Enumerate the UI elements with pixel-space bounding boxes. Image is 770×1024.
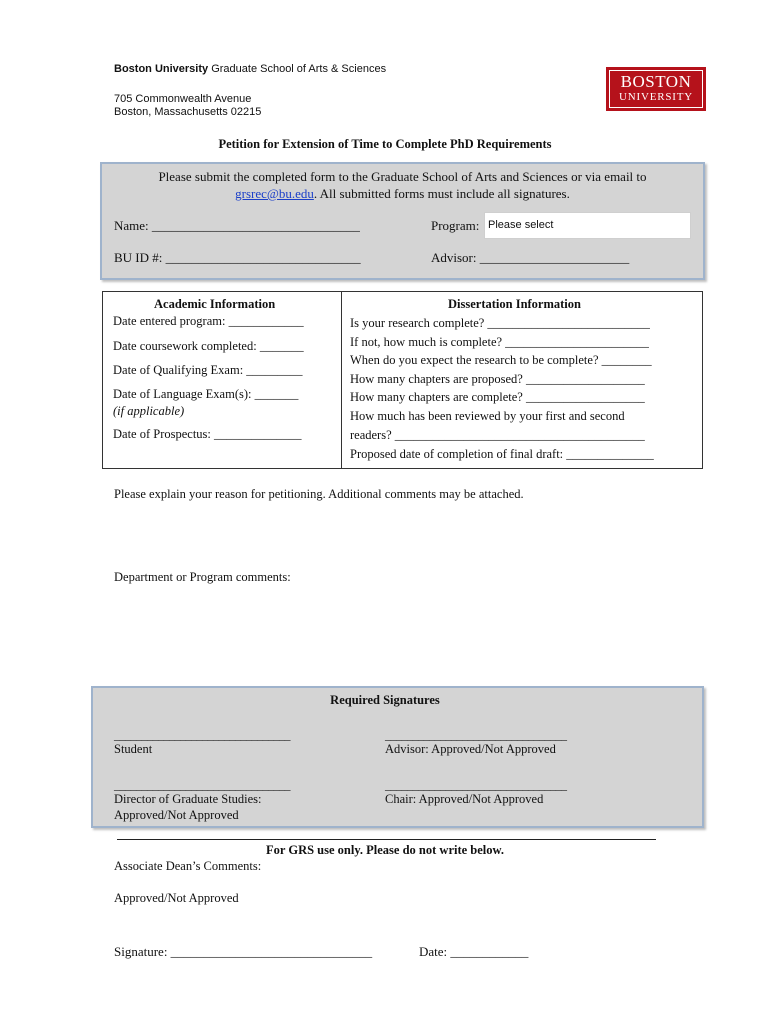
school-heading: [114, 63, 386, 75]
page-title: Petition for Extension of Time to Complete PhD Requirements: [218, 137, 552, 151]
dissertation-heading: Dissertation Information: [448, 297, 581, 311]
dean-date-field[interactable]: Date: ____________: [419, 944, 529, 959]
advisor-field[interactable]: Advisor: _______________________: [431, 250, 630, 265]
boston-university-logo: [606, 67, 706, 111]
chapters-complete-field[interactable]: How many chapters are complete? ___________________: [350, 390, 645, 404]
student-label: Student: [114, 742, 153, 756]
research-complete-field[interactable]: Is your research complete? __________________________: [350, 316, 650, 330]
buid-field[interactable]: BU ID #: ______________________________: [114, 250, 361, 265]
chapters-proposed-field[interactable]: How many chapters are proposed? ___________________: [350, 372, 645, 386]
qualifying-exam-field[interactable]: Date of Qualifying Exam: _________: [113, 363, 303, 377]
address-line-2: Boston, Massachusetts 02215: [114, 106, 262, 118]
chair-approval-label: Chair: Approved/Not Approved: [385, 792, 544, 806]
reviewed-question: How much has been reviewed by your first and second: [350, 409, 625, 423]
logo-line-2: UNIVERSITY: [619, 91, 693, 103]
address-line-1: 705 Commonwealth Avenue: [114, 93, 252, 105]
chair-signature-line[interactable]: _________________________________: [385, 778, 567, 792]
coursework-date-field[interactable]: Date coursework completed: _______: [113, 339, 304, 353]
intro-line-2: [102, 186, 703, 202]
dgs-approval-label: Approved/Not Approved: [114, 808, 239, 822]
readers-field[interactable]: readers? ________________________________________: [350, 428, 645, 442]
prospectus-date-field[interactable]: Date of Prospectus: ______________: [113, 427, 302, 441]
intro-line-2-rest: . All submitted forms must include all signatures.: [313, 186, 570, 201]
advisor-signature-line[interactable]: _________________________________: [385, 728, 567, 742]
name-field[interactable]: Name: ________________________________: [114, 218, 360, 233]
dean-signature-field[interactable]: Signature: _______________________________: [114, 944, 373, 959]
date-entered-field[interactable]: Date entered program: ____________: [113, 314, 304, 328]
academic-heading: Academic Information: [154, 297, 276, 311]
university-name: Boston University: [114, 63, 209, 75]
signatures-heading: Required Signatures: [330, 693, 440, 707]
language-exam-field[interactable]: Date of Language Exam(s): _______: [113, 387, 299, 401]
expected-completion-field[interactable]: When do you expect the research to be complete? ________: [350, 353, 652, 367]
table-divider: [341, 292, 342, 468]
department-comments-prompt: Department or Program comments:: [114, 570, 291, 584]
office-use-notice: For GRS use only. Please do not write below.: [266, 843, 504, 857]
program-label: Program:: [431, 218, 480, 233]
office-use-divider: [117, 839, 656, 840]
reason-prompt: Please explain your reason for petitioning. Additional comments may be attached.: [114, 487, 524, 501]
program-select[interactable]: Please select: [484, 212, 691, 239]
school-name: Graduate School of Arts & Sciences: [208, 63, 387, 75]
student-signature-line[interactable]: ________________________________: [114, 728, 290, 742]
final-draft-date-field[interactable]: Proposed date of completion of final draft: ______________: [350, 447, 654, 461]
amount-complete-field[interactable]: If not, how much is complete? _______________________: [350, 335, 649, 349]
dgs-label: Director of Graduate Studies:: [114, 792, 262, 806]
language-exam-note: (if applicable): [113, 404, 185, 418]
dean-comments-label: Associate Dean’s Comments:: [114, 859, 262, 873]
dgs-signature-line[interactable]: ________________________________: [114, 778, 290, 792]
email-link[interactable]: grsrec@bu.edu: [235, 186, 314, 201]
logo-line-1: BOSTON: [620, 72, 692, 91]
intro-line-1: Please submit the completed form to the Graduate School of Arts and Sciences or via email to: [158, 169, 647, 184]
advisor-approval-label: Advisor: Approved/Not Approved: [385, 742, 556, 756]
dean-approval-label: Approved/Not Approved: [114, 891, 239, 905]
